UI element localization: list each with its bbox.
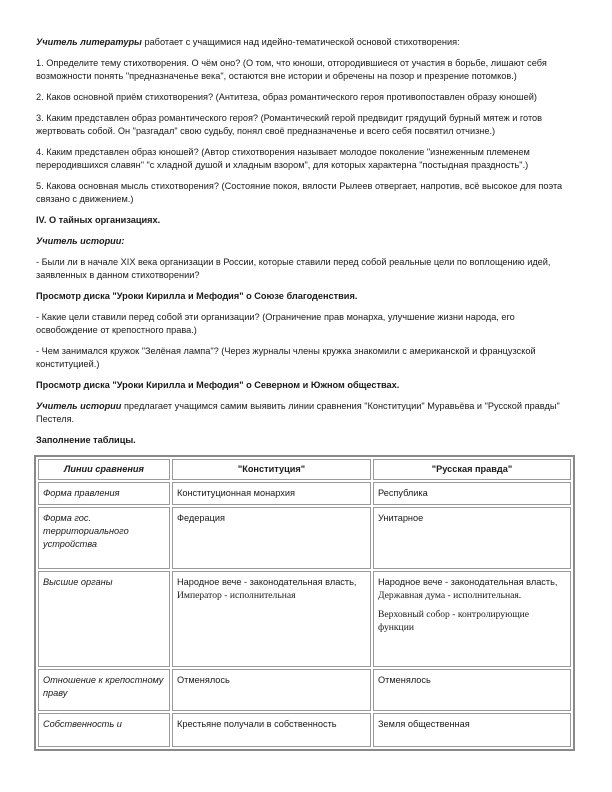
cell-text-serif: Державная дума - исполнительная. bbox=[377, 590, 522, 601]
intro-paragraph bbox=[36, 36, 576, 49]
compare-text: предлагает учащимся самим выявить линии сравнения "Конституции" Муравьёва и "Русской правды" Пестеля. bbox=[36, 401, 560, 424]
table-row bbox=[38, 482, 571, 505]
question-2: 2. Каков основной приём стихотворения? (Антитеза, образ романтического героя противопоставлен образу юношей) bbox=[36, 92, 537, 102]
intro-bold: Учитель литературы bbox=[36, 37, 142, 47]
question-5: 5. Какова основная мысль стихотворения? (Состояние покоя, вялости Рылеев отвергает, напротив, всё высокое для поэта связано с движением.) bbox=[36, 181, 563, 204]
compare-bold: Учитель истории bbox=[36, 401, 122, 411]
section-heading: IV. О тайных организациях. bbox=[36, 215, 161, 225]
table-cell: Крестьяне получали в собственность bbox=[172, 713, 371, 747]
disc-viewing-2: Просмотр диска "Уроки Кирилла и Мефодия" о Северном и Южном обществах. bbox=[36, 380, 400, 390]
cell-text-serif: Верховный собор - контролирующие функции bbox=[377, 609, 530, 633]
table-cell: Отменялось bbox=[172, 669, 371, 711]
disc1-question-1: - Какие цели ставили перед собой эти организации? (Ограничение прав монарха, улучшение жизни народа, его освобождение от крепостного права.) bbox=[36, 312, 515, 335]
question-3: 3. Каким представлен образ романтического героя? (Романтический герой предвидит грядущий бурный мятеж и готов жертвовать собой. Он "разгадал" свою судьбу, понял своё предназначенье и всего себя посвятил отчизне.) bbox=[36, 113, 543, 136]
intro-text: работает с учащимися над идейно-тематической основой стихотворения: bbox=[141, 37, 460, 47]
header-cell: Линии сравнения bbox=[38, 459, 170, 480]
row-label: Отношение к крепостному праву bbox=[38, 669, 170, 711]
table-header-row bbox=[38, 459, 571, 480]
table-cell bbox=[373, 571, 571, 667]
table-cell: Земля общественная bbox=[373, 713, 571, 747]
table-cell: Федерация bbox=[172, 507, 371, 569]
question-4: 4. Каким представлен образ юношей? (Автор стихотворения называет молодое поколение "изнеженным племенем переродившихся славян" "с хладной душой и хладным взором", для которых характерна "постыдная праздность".) bbox=[36, 147, 530, 170]
disc-viewing-1: Просмотр диска "Уроки Кирилла и Мефодия" о Союзе благоденствия. bbox=[36, 291, 358, 301]
table-cell: Отменялось bbox=[373, 669, 571, 711]
table-cell: Унитарное bbox=[373, 507, 571, 569]
table-cell: Конституционная монархия bbox=[172, 482, 371, 505]
cell-text-serif: Император - исполнительная bbox=[176, 590, 296, 601]
row-label: Высшие органы bbox=[38, 571, 170, 667]
row-label: Форма гос. территориального устройства bbox=[38, 507, 170, 569]
comparison-table bbox=[34, 455, 575, 751]
question-1: 1. Определите тему стихотворения. О чём оно? (О том, что юноши, отгородившиеся от участия в борьбе, лишают себя возможности понять "предназначенье века", остаются вне истории и обречены на позор и презрение потомков.) bbox=[36, 58, 547, 81]
table-cell bbox=[172, 571, 371, 667]
history-question: - Были ли в начале XIX века организации в России, которые ставили перед собой реальные цели по воплощению идей, заявленных в данном стихотворении? bbox=[36, 257, 551, 280]
cell-text: Народное вече - законодательная власть, bbox=[377, 577, 558, 587]
history-teacher-label: Учитель истории: bbox=[36, 236, 125, 246]
table-row bbox=[38, 571, 571, 667]
cell-text: Народное вече - законодательная власть, bbox=[176, 577, 357, 587]
table-row bbox=[38, 669, 571, 711]
table-caption: Заполнение таблицы. bbox=[36, 435, 136, 445]
disc1-question-2: - Чем занимался кружок "Зелёная лампа"? (Через журналы члены кружка знакомили с американской и французской конституцией.) bbox=[36, 346, 536, 369]
header-cell: "Конституция" bbox=[172, 459, 371, 480]
table-row bbox=[38, 713, 571, 747]
row-label: Собственность и bbox=[38, 713, 170, 747]
compare-paragraph bbox=[36, 400, 576, 426]
table-row bbox=[38, 507, 571, 569]
row-label: Форма правления bbox=[38, 482, 170, 505]
document-page bbox=[36, 36, 576, 751]
header-cell: "Русская правда" bbox=[373, 459, 571, 480]
table-cell: Республика bbox=[373, 482, 571, 505]
